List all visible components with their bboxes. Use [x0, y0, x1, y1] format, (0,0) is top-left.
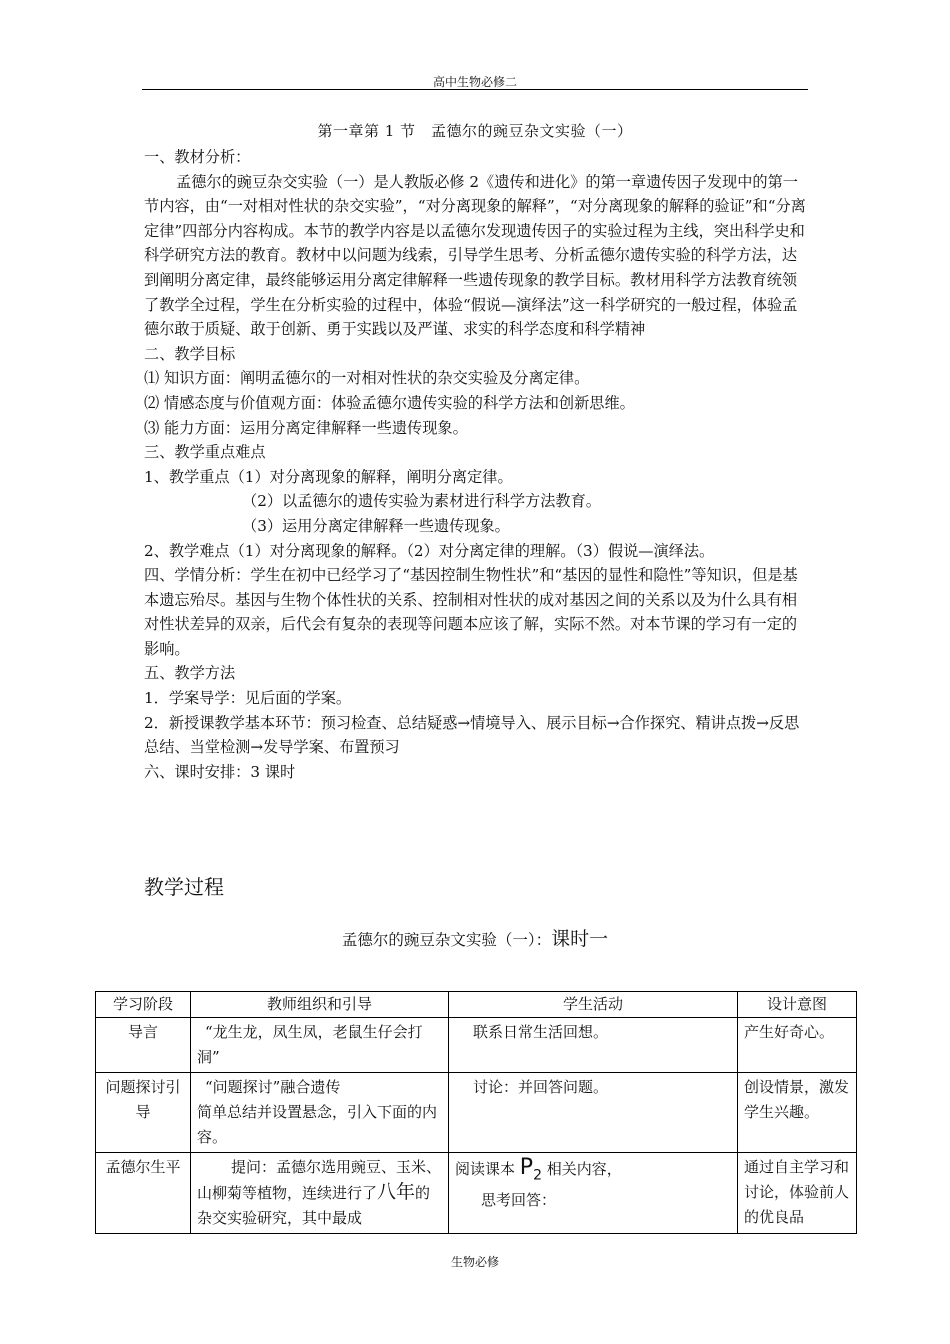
document-body — [144, 145, 810, 784]
teacher-text: “问题探讨”融合遗传 — [205, 1078, 341, 1096]
lesson-heading-main: 孟德尔的豌豆杂文实验（一）： — [341, 931, 552, 949]
intent-cell: 通过自主学习和讨论，体验前人的优良品 — [738, 1153, 857, 1234]
section-heading-goals: 二、教学目标 — [144, 344, 236, 363]
method-item: 1．学案导学：见后面的学案。 — [144, 689, 352, 708]
student-text: 联系日常生活回想。 — [473, 1023, 609, 1041]
header-rule — [142, 89, 808, 90]
stage-cell: 问题探讨引导 — [96, 1073, 191, 1153]
teacher-text: 的杂交实验研究，其中最成 — [197, 1184, 431, 1227]
table-row — [96, 1073, 857, 1153]
teacher-text: “龙生龙，凤生凤，老鼠生仔会打洞” — [197, 1023, 423, 1066]
column-header: 学习阶段 — [96, 992, 191, 1018]
student-cell — [449, 1153, 738, 1234]
section-heading-analysis: 一、教材分析： — [144, 148, 251, 166]
analysis-paragraph: 孟德尔的豌豆杂交实验（一）是人教版必修 2《遗传和进化》的第一章遗传因子发现中的第一节内容，由“一对相对性状的杂交实验”，“对分离现象的解释”，“对分离现象的解释的验证”和“分离定律”四部分内容构成。本节的教学内容是以孟德尔发现遗传因子的实验过程为主线，突出科学史和科学研究方法的教育。教材中以问题为线索，引导学生思考、分析孟德尔遗传实验的科学方法，达到阐明分离定律，最终能够运用分离定律解释一些遗传现象的教学目标。教材用科学方法教育统领了教学全过程，学生在分析实验的过程中，体验“假说—演绎法”这一科学研究的一般过程，体验孟德尔敢于质疑、敢于创新、勇于实践以及严谨、求实的科学态度和科学精神 — [144, 172, 806, 339]
student-text: 相关内容， — [546, 1160, 622, 1178]
table-header-row — [96, 992, 857, 1018]
schedule-line: 六、课时安排：3 课时 — [144, 762, 296, 781]
goal-item: ⑵ 情感态度与价值观方面：体验孟德尔遗传实验的科学方法和创新思维。 — [144, 393, 635, 412]
student-cell — [449, 1018, 738, 1073]
table-row — [96, 1153, 857, 1234]
column-header: 设计意图 — [738, 992, 857, 1018]
column-header: 教师组织和引导 — [191, 992, 449, 1018]
teacher-text: 提问：孟德尔选用豌豆、玉米、山柳菊等植物，连续进行了 — [197, 1158, 442, 1202]
lesson-heading — [0, 924, 950, 951]
stage-cell: 导言 — [96, 1018, 191, 1073]
goal-item: ⑶ 能力方面：运用分离定律解释一些遗传现象。 — [144, 418, 468, 437]
column-header: 学生活动 — [449, 992, 738, 1018]
difficulty-item: 2、教学难点（1）对分离现象的解释。（2）对分离定律的理解。（3）假说—演绎法。 — [144, 541, 715, 560]
stage-cell: 孟德尔生平 — [96, 1153, 191, 1234]
page-ref: $P_2$ — [519, 1155, 542, 1184]
keypoint-item: 1、教学重点（1）对分离现象的解释，阐明分离定律。 — [144, 467, 513, 486]
method-item: 2．新授课教学基本环节：预习检查、总结疑惑→情境导入、展示目标→合作探究、精讲点拨→反思总结、当堂检测→发导学案、布置预习 — [144, 713, 800, 757]
student-text: 思考回答： — [481, 1191, 557, 1210]
process-heading: 教学过程 — [144, 875, 224, 899]
learner-analysis-paragraph: 四、学情分析：学生在初中已经学习了“基因控制生物性状”和“基因的显性和隐性”等知识，但是基本遗忘殆尽。基因与生物个体性状的关系、控制相对性状的成对基因之间的关系以及为什么具有相对性状差异的双亲，后代会有复杂的表现等问题本应该了解，实际不然。对本节课的学习有一定的影响。 — [144, 566, 798, 658]
teacher-emphasis: 八年 — [377, 1181, 416, 1203]
goal-item: ⑴ 知识方面：阐明孟德尔的一对相对性状的杂交实验及分离定律。 — [144, 369, 590, 388]
lesson-heading-period: 课时一 — [551, 928, 609, 950]
section-heading-keypoints: 三、教学重点难点 — [144, 443, 266, 462]
keypoint-item: （2）以孟德尔的遗传实验为素材进行科学方法教育。 — [242, 492, 601, 511]
section-heading-methods: 五、教学方法 — [144, 664, 236, 683]
student-cell — [449, 1073, 738, 1153]
teacher-text: 简单总结并设置悬念，引入下面的内容。 — [197, 1103, 438, 1146]
intent-cell: 产生好奇心。 — [738, 1018, 857, 1073]
table-row — [96, 1018, 857, 1073]
page-footer: 生物必修 — [450, 1255, 499, 1269]
teacher-cell — [191, 1018, 449, 1073]
teacher-cell — [191, 1153, 449, 1234]
page-header: 高中生物必修二 — [432, 75, 517, 89]
teacher-cell — [191, 1073, 449, 1153]
keypoint-item: （3）运用分离定律解释一些遗传现象。 — [242, 516, 510, 535]
lesson-plan-table — [95, 991, 857, 1234]
student-text: 阅读课本 — [455, 1160, 516, 1178]
student-text: 讨论：并回答问题。 — [473, 1078, 609, 1096]
lesson-title: 第一章第 1 节 孟德尔的豌豆杂文实验（一） — [317, 122, 633, 140]
intent-cell: 创设情景，激发学生兴趣。 — [738, 1073, 857, 1153]
